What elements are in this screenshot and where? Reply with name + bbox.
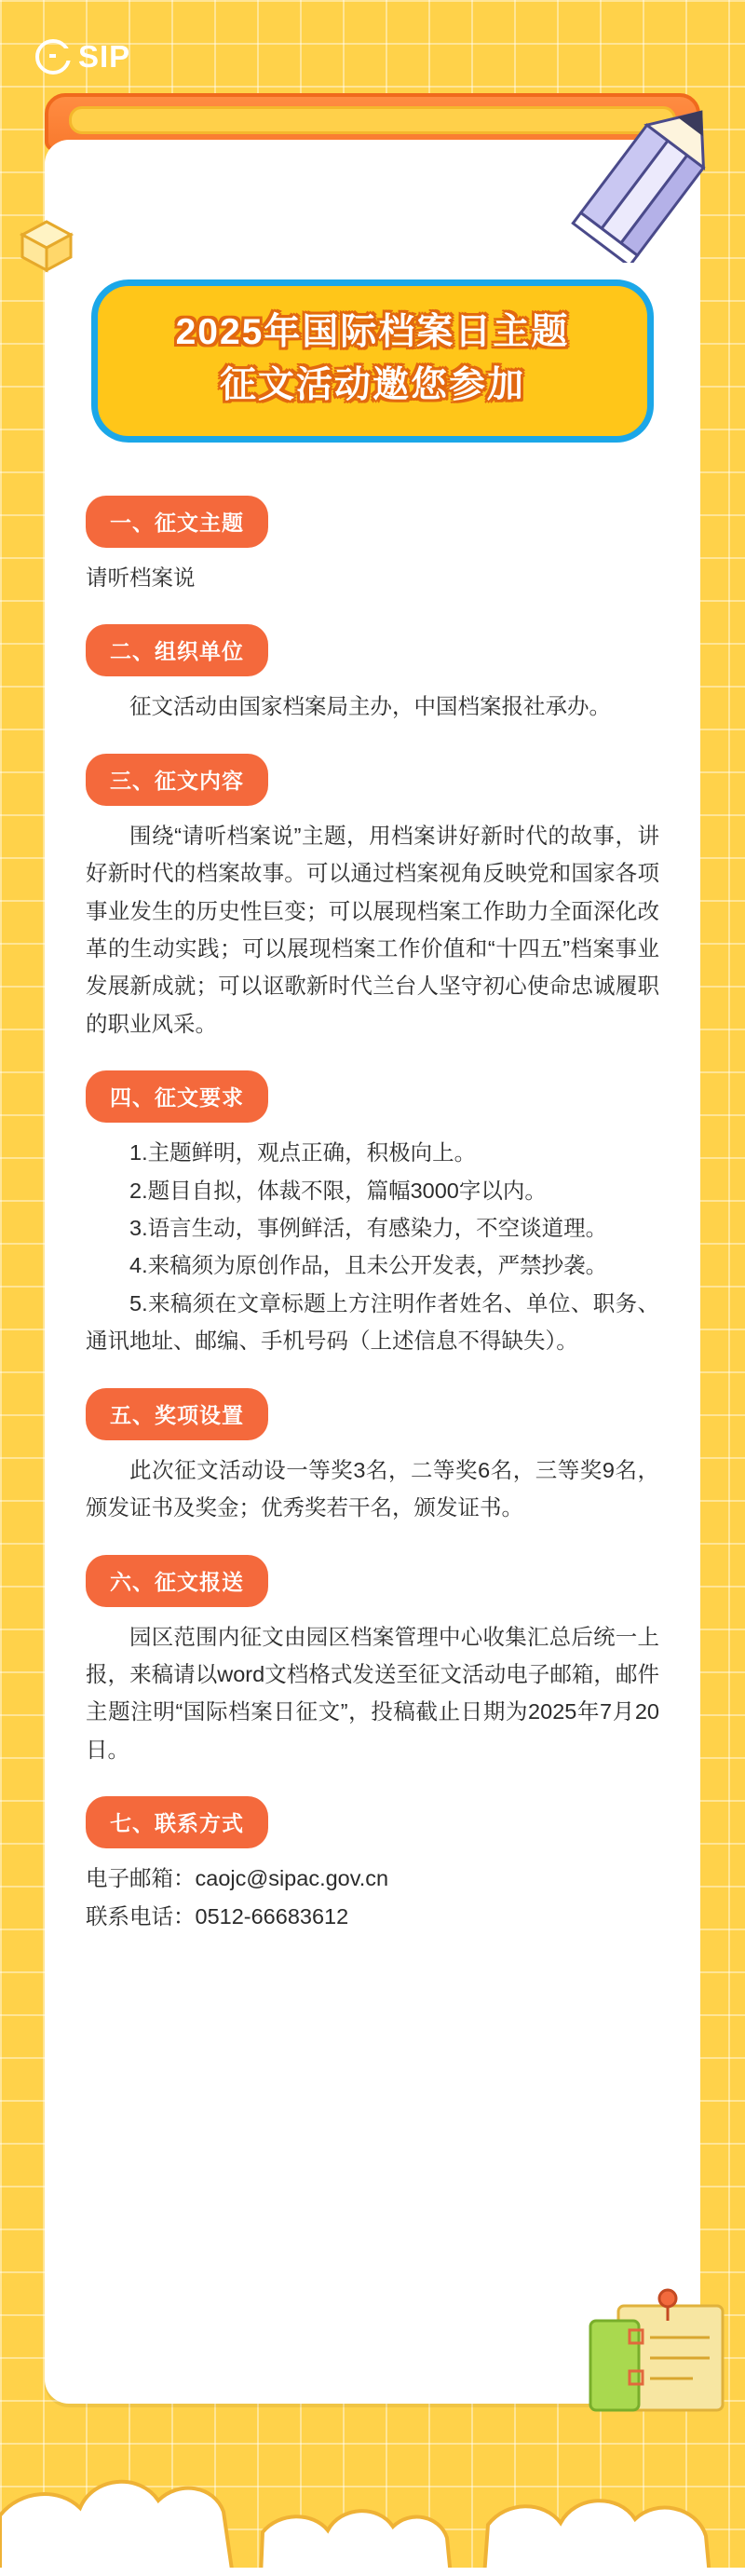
cube-icon [17,216,76,276]
section-requirements [86,1048,659,1359]
paragraph: 请听档案说 [86,566,196,590]
paragraph: 5.来稿须在文章标题上方注明作者姓名、单位、职务、通讯地址、邮编、手机号码（上述信息不得缺失）。 [86,1290,659,1354]
section-content [86,559,659,596]
brand-logo [35,39,130,75]
paragraph: 3.语言生动，事例鲜活，有感染力，不空谈道理。 [129,1216,608,1241]
section-topic [86,473,659,596]
section-heading: 一、征文主题 [86,496,268,548]
paragraph: 园区范围内征文由园区档案管理中心收集汇总后统一上报，来稿请以word文档格式发送至征文活动电子邮箱，邮件主题注明“国际档案日征文”，投稿截止日期为2025年7月20日。 [86,1624,659,1762]
section-content [86,1452,659,1527]
paragraph: 2.题目自拟，体裁不限，篇幅3000字以内。 [129,1178,547,1203]
section-content [86,1618,659,1769]
paragraph: 围绕“请听档案说”主题，用档案讲好新时代的故事，讲好新时代的档案故事。可以通过档案视角反映党和国家各项事业发生的历史性巨变；可以展现档案工作助力全面深化改革的生动实践；可以展现档案工作价值和“十四五”档案事业发展新成就；可以讴歌新时代兰台人坚守初心使命忠诚履职的职业风采。 [86,823,659,1036]
section-heading: 六、征文报送 [86,1555,268,1607]
section-content [86,688,659,725]
brand-name: SIP [78,39,131,74]
section-awards [86,1366,659,1527]
paragraph: 征文活动由国家档案局主办，中国档案报社承办。 [129,694,611,719]
page-title-line-1: 2025年国际档案日主题 [175,312,570,352]
section-heading: 四、征文要求 [86,1070,268,1123]
section-content [86,1860,659,1935]
page-title-line-2: 征文活动邀您参加 [219,364,525,405]
contact-phone: 联系电话：0512-66683612 [86,1903,349,1929]
paragraph: 1.主题鲜明，观点正确，积极向上。 [129,1140,477,1165]
section-content [86,817,659,1043]
paragraph: 此次征文活动设一等奖3名，二等奖6名，三等奖9名，颁发证书及奖金；优秀奖若干名，颁发证书。 [86,1457,659,1520]
folder-tab-inner-bar [69,106,676,134]
section-content [86,1134,659,1359]
section-heading: 二、组织单位 [86,624,268,676]
article-body [45,473,700,1941]
section-contact [86,1774,659,1935]
section-heading: 七、联系方式 [86,1796,268,1848]
contact-email: 电子邮箱：caojc@sipac.gov.cn [86,1866,389,1891]
section-heading: 三、征文内容 [86,754,268,806]
section-heading: 五、奖项设置 [86,1388,268,1440]
sticky-note-icon [572,2280,730,2419]
paragraph: 4.来稿须为原创作品，且未公开发表，严禁抄袭。 [129,1253,608,1278]
section-organizers [86,602,659,725]
section-content-scope [86,731,659,1043]
sip-circle-logo-icon [35,39,71,75]
section-submission [86,1533,659,1769]
page-title [91,279,654,443]
